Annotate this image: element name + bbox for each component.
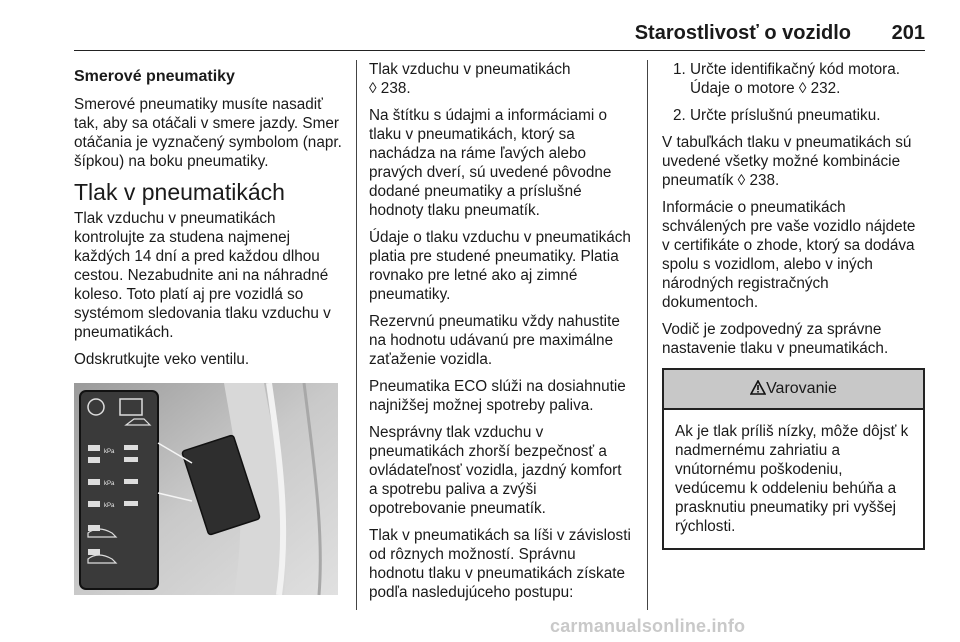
warning-title: Varovanie [766, 380, 837, 397]
warning-text: Ak je tlak príliš nízky, môže dôjsť k nadmernému zahriatiu a vnútornému poškodeniu, vedúcemu k oddeleniu behúňa a prasknutiu pneumatiky pri vyššej rýchlosti. [675, 423, 909, 535]
paragraph: Informácie o pneumatikách schválených pre vaše vozidlo nájdete v certifikáte o zhode, ktorý sa dodáva spolu s vozidlom, alebo v iných národných registračných dokumentoch. [662, 199, 916, 311]
paragraph: Tlak vzduchu v pneumatikách kontrolujte za studena najmenej každých 14 dní a pred každou dlhou cestou. Nezabudnite ani na náhradné koleso. Toto platí aj pre vozidlá so systémom sledovania tlaku vzduchu v pneumatikách. [74, 210, 331, 341]
paragraph: Nesprávny tlak vzduchu v pneumatikách zhorší bezpečnosť a ovládateľnosť vozidla, jazdný komfort a spotrebu paliva a zvýši opotrebovanie pneumatík. [369, 424, 622, 517]
list-item: 1. Určte identifikačný kód motora. Údaje o motore ◊ 232. [690, 60, 925, 98]
column-divider [356, 60, 357, 610]
list-item: 2. Určte príslušnú pneumatiku. [690, 106, 925, 125]
warning-header [664, 370, 923, 410]
paragraph: Tlak v pneumatikách sa líši v závislosti od rôznych možností. Správnu hodnotu tlaku v pneumatikách získate podľa nasledujúceho postupu: [369, 527, 631, 601]
watermark: carmanualsonline.info [550, 616, 746, 636]
page-header [74, 0, 925, 51]
text: Tlak vzduchu v pneumatikách [369, 61, 571, 78]
paragraph: Smerové pneumatiky musíte nasadiť tak, aby sa otáčali v smere jazdy. Smer otáčania je vyznačený symbolom (napr. šípkou) na boku pneumatiky. [74, 96, 342, 170]
column-divider [647, 60, 648, 610]
tag-unit-label: kPa [104, 481, 115, 487]
heading-directional-tyres: Smerové pneumatiky [74, 68, 235, 85]
tag-unit-label: kPa [104, 503, 115, 509]
paragraph: Údaje o tlaku vzduchu v pneumatikách platia pre studené pneumatiky. Platia rovnako pre letné ako aj zimné pneumatiky. [369, 229, 631, 303]
paragraph: Na štítku s údajmi a informáciami o tlaku v pneumatikách, ktorý sa nachádza na ráme ľavých alebo pravých dverí, sú uvedené pôvodne dodané pneumatiky a príslušné hodnoty tlaku pneumatík. [369, 107, 612, 219]
page-number: 201 [891, 22, 925, 44]
paragraph: Rezervnú pneumatiku vždy nahustite na hodnotu udávanú pre maximálne zaťaženie vozidla. [369, 313, 620, 368]
column-middle [369, 60, 634, 610]
section-title: Starostlivosť o vozidlo [634, 22, 851, 44]
tyre-pressure-label-photo [74, 383, 338, 595]
steps-list [662, 60, 925, 125]
paragraph [369, 60, 634, 98]
paragraph: Vodič je zodpovedný za správne nastavenie tlaku v pneumatikách. [662, 321, 889, 357]
heading-tyre-pressure: Tlak v pneumatikách [74, 179, 285, 205]
paragraph: Odskrutkujte veko ventilu. [74, 351, 250, 368]
tag-unit-label: kPa [104, 449, 115, 455]
page-reference: ◊ 238. [369, 80, 411, 97]
column-left [74, 60, 346, 595]
warning-box [662, 368, 925, 550]
warning-triangle-icon [750, 380, 766, 395]
door-frame-illustration [74, 383, 338, 595]
paragraph: V tabuľkách tlaku v pneumatikách sú uvedené všetky možné kombinácie pneumatík ◊ 238. [662, 134, 912, 189]
paragraph: Pneumatika ECO slúži na dosiahnutie najnižšej možnej spotreby paliva. [369, 378, 626, 414]
column-right [662, 60, 925, 550]
